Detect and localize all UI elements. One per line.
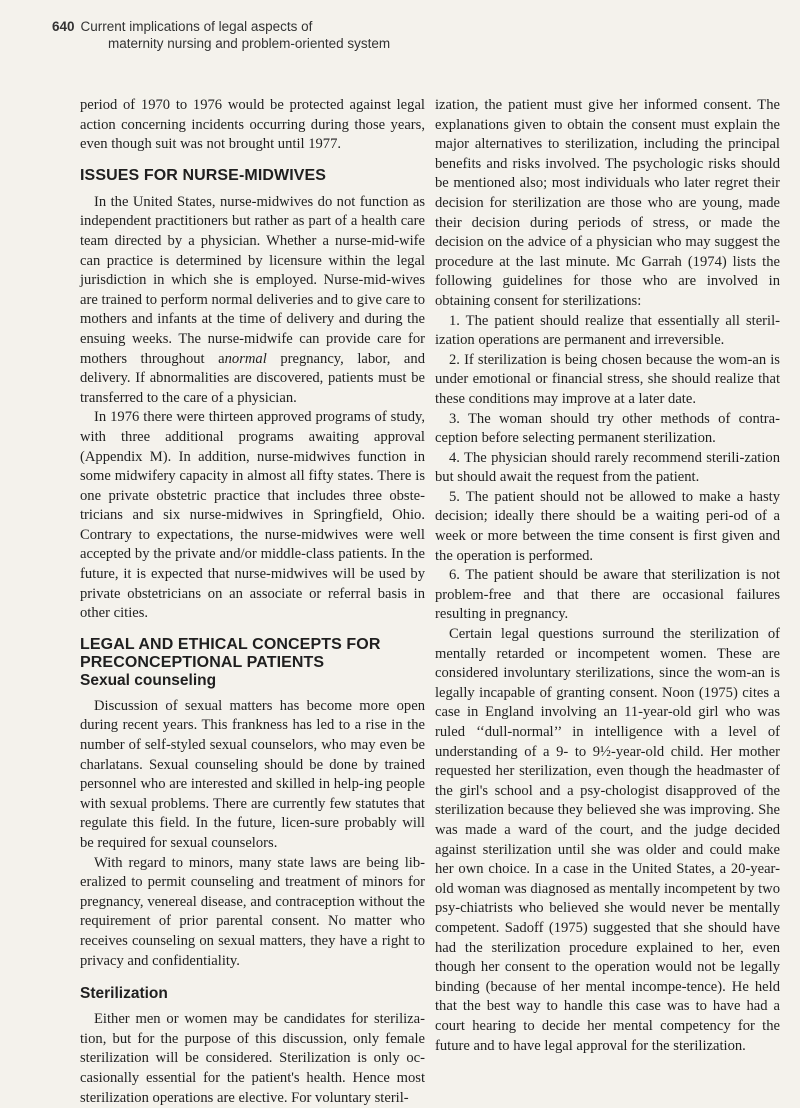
paragraph: period of 1970 to 1976 would be protected against legal action concerning incidents occurring during those years, even though suit was not brought until 1977. <box>80 97 425 153</box>
page-number: 640 <box>52 19 75 34</box>
paragraph: With regard to minors, many state laws are being lib-eralized to permit counseling and treatment of minors for pregnancy, venereal disease, and contraception without the requirement of prior parental consent. No matter who receives counseling on sexual matters, they have a right to privacy and confidentiality. <box>80 854 425 969</box>
paragraph: Discussion of sexual matters has become more open during recent years. This frankness has led to a rise in the number of self-styled sexual counselors, who may even be charlatans. Sexual counseling should be done by trained personnel who are interested and skilled in help-ing people with sexual problems. There are currently few statutes that regulate this field. In the future, licen-sure probably will be required for sexual counselors. <box>80 697 425 851</box>
emphasis-text: normal <box>224 350 267 367</box>
paragraph: ization, the patient must give her informed consent. The explanations given to obtain the consent must explain the major alternatives to sterilization, including the principal benefits and risks involved. The psychologic risks should be mentioned also; most individuals who later regret their decision for sterilization are those who are young, made their decision during periods of stress, or made the decision on the advice of a physician who may suggest the procedure at the last minute. Mc Garrah (1974) lists the following guidelines for those who are involved in obtaining consent for sterilizations: <box>435 97 780 309</box>
header-line-1 <box>52 18 472 35</box>
list-item: 4. The physician should rarely recommend sterili-zation but should await the request from the patient. <box>435 449 780 486</box>
list-item: 2. If sterilization is being chosen because the wom-an is under emotional or financial stress, she should realize that these conditions may improve at a later date. <box>435 351 780 407</box>
list-item: 5. The patient should not be allowed to make a hasty decision; ideally there should be a waiting peri-od of a week or more between the time consent is first given and the operation is performed. <box>435 488 780 564</box>
right-column <box>435 96 780 1056</box>
list-item: 1. The patient should realize that essentially all steril-ization operations are permanent and irreversible. <box>435 312 780 349</box>
paragraph: Either men or women may be candidates for steriliza-tion, but for the purpose of this discussion, only female sterilization will be considered. Sterilization is only oc-casionally essential for the patient's health. Hence most sterilization operations are elective. For voluntary steril- <box>80 1011 425 1106</box>
header-title-line-1: Current implications of legal aspects of <box>80 19 313 34</box>
guidelines-list <box>435 312 780 626</box>
section-heading-nurse-midwives: ISSUES FOR NURSE-MIDWIVES <box>80 166 327 184</box>
paragraph-text: In the United States, nurse-midwives do not function as independent practitioners but rather as part of a health care team directed by a physician. Whether a nurse-mid-wife can practice is determined by licensure within the legal jurisdiction in which she is employed. Nurse-mid-wives are trained to perform normal deliveries and to give care to mothers and infants at the time of delivery and during the ensuing weeks. The nurse-midwife can provide care for mothers throughout a <box>80 193 425 367</box>
subsection-heading-sexual-counseling: Sexual counseling <box>80 671 217 689</box>
paragraph-text: pregnancy, labor, and delivery. If abnormalities are discovered, patients must be transferred to the care of a physician. <box>80 350 426 406</box>
subsection-heading-sterilization: Sterilization <box>80 985 168 1003</box>
paragraph: In 1976 there were thirteen approved programs of study, with three additional programs awaiting approval (Appendix M). In addition, nurse-midwives function in some midwifery capacity in almost all fifty states. There is one private obstetric practice that includes three obste-tricians and six nurse-midwives in Springfield, Ohio. Contrary to expectations, the nurse-midwives were well accepted by the private and/or middle-class patients. In the future, it is expected that nurse-midwives will be used by private obstetricians on an associate or referral basis in other cities. <box>80 409 425 622</box>
section-heading-legal-ethical: LEGAL AND ETHICAL CONCEPTS FOR PRECONCEPTIONAL PATIENTS <box>80 635 381 671</box>
running-header <box>52 18 472 52</box>
list-item: 3. The woman should try other methods of contra-ception before selecting permanent sterilization. <box>435 410 780 447</box>
left-column <box>80 96 425 1108</box>
list-item: 6. The patient should be aware that sterilization is not problem-free and that there are occasional failures resulting in pregnancy. <box>435 567 780 623</box>
paragraph: Certain legal questions surround the sterilization of mentally retarded or incompetent women. These are considered involuntary sterilizations, since the wom-an is legally incapable of granting consent. Noon (1975) cites a case in England involving an 11-year-old girl who was ruled ‘‘dull-normal’’ in intelligence with a level of understanding of a 9- to 9½-year-old child. Her mother requested her sterilization, even though the headmaster of the girl's school and a psy-chologist disapproved of the sterilization because they believed she was improving. She was made a ward of the court, and the judge decided against sterilization until she was older and could make her own choice. In a case in the United States, a 20-year-old woman was diagnosed as mentally incompetent by two psy-chiatrists who believed she would never be mentally competent. Sadoff (1975) suggested that she should have had the sterilization procedure explained to her, even though her consent to the operation would not be legally binding (because of her mental incompe-tence). He held that the best way to handle this case was to have had a court hearing to decide her mental competency for the future and to have legal approval for the sterilization. <box>435 626 780 1054</box>
paragraph <box>80 193 425 409</box>
header-title-line-2: maternity nursing and problem-oriented system <box>108 36 391 51</box>
